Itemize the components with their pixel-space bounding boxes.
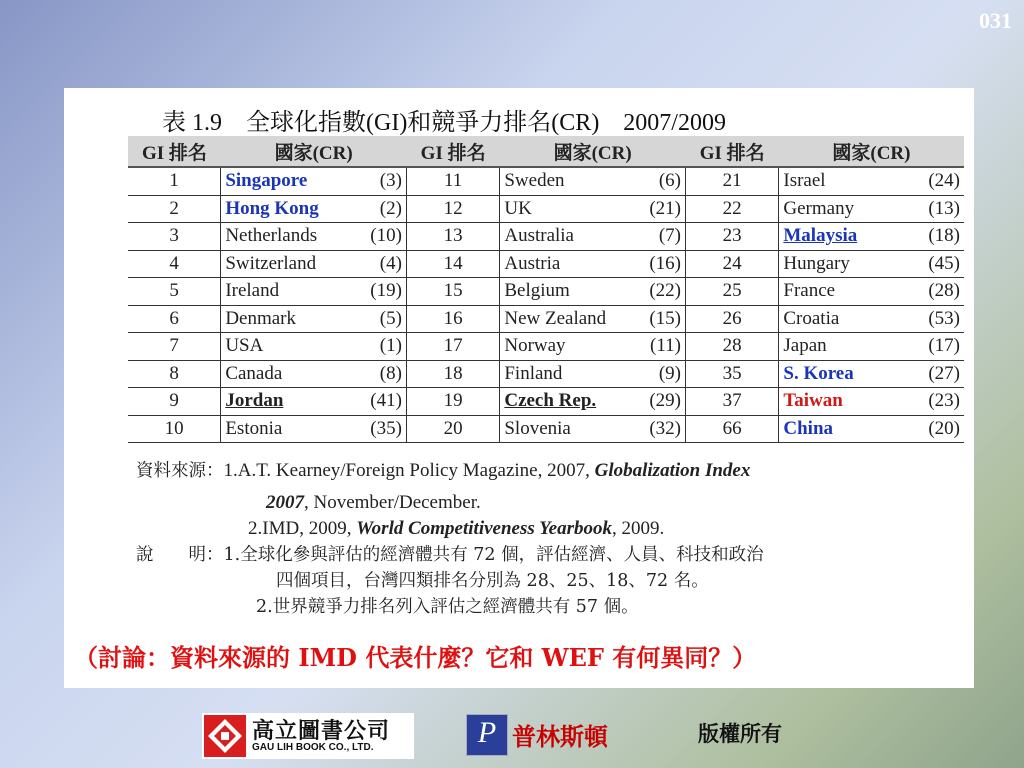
cr-rank: (20): [928, 417, 960, 439]
gi-rank-cell: 22: [685, 195, 778, 223]
country-name: Sweden: [504, 170, 565, 192]
table-row: [128, 333, 964, 361]
country-cell: [779, 195, 964, 223]
gi-rank-cell: 11: [406, 167, 499, 195]
country-name: Hong Kong: [225, 197, 319, 219]
cr-rank: (29): [649, 390, 681, 412]
gi-rank-cell: 18: [406, 360, 499, 388]
country-name: Canada: [225, 362, 283, 384]
gi-rank-cell: 12: [406, 195, 499, 223]
table-row: [128, 223, 964, 251]
table-row: [128, 305, 964, 333]
country-name: Taiwan: [783, 390, 843, 412]
cr-rank: (15): [649, 307, 681, 329]
source-1-title: Globalization Index: [594, 460, 751, 481]
gi-rank-cell: 6: [128, 305, 221, 333]
country-cell: [500, 360, 686, 388]
cr-rank: (3): [379, 170, 402, 192]
country-cell: [500, 167, 686, 195]
source-2-year: , 2009.: [612, 518, 665, 539]
table-row: [128, 278, 964, 306]
cr-rank: (13): [928, 197, 960, 219]
country-name: Croatia: [783, 307, 840, 329]
gi-rank-cell: 19: [406, 388, 499, 416]
gi-rank-cell: 15: [406, 278, 499, 306]
country-cell: [779, 360, 964, 388]
source-label: 資料來源：: [136, 461, 224, 481]
country-cell: [500, 415, 686, 443]
cr-rank: (19): [370, 280, 402, 302]
country-name: Czech Rep.: [504, 390, 597, 412]
country-name: Jordan: [225, 390, 284, 412]
source-1-date: , November/December.: [304, 492, 481, 513]
gi-rank-cell: 66: [685, 415, 778, 443]
gi-rank-cell: 1: [128, 167, 221, 195]
table-row: [128, 167, 964, 195]
gi-rank-cell: 13: [406, 223, 499, 251]
cr-rank: (45): [928, 252, 960, 274]
header-country: 國家(CR): [500, 136, 686, 167]
country-name: Ireland: [225, 280, 280, 302]
country-name: Israel: [783, 170, 826, 192]
source-2-text: 2.IMD, 2009,: [248, 518, 357, 539]
cr-rank: (6): [658, 170, 681, 192]
gi-rank-cell: 7: [128, 333, 221, 361]
country-name: UK: [504, 197, 532, 219]
gi-rank-cell: 23: [685, 223, 778, 251]
gi-cr-table: [128, 136, 964, 443]
cr-rank: (17): [928, 335, 960, 357]
table-header-row: [128, 136, 964, 167]
country-name: Australia: [504, 225, 574, 247]
gi-rank-cell: 2: [128, 195, 221, 223]
table-row: [128, 250, 964, 278]
country-cell: [221, 415, 407, 443]
country-cell: [500, 223, 686, 251]
cr-rank: (41): [370, 390, 402, 412]
country-cell: [500, 305, 686, 333]
country-cell: [221, 250, 407, 278]
country-cell: [221, 360, 407, 388]
country-cell: [779, 250, 964, 278]
table-row: [128, 195, 964, 223]
explain-label: 說 明：: [136, 545, 224, 565]
cr-rank: (21): [649, 197, 681, 219]
cr-rank: (53): [928, 307, 960, 329]
partner-name: 普林斯頓: [512, 722, 608, 751]
gi-rank-cell: 4: [128, 250, 221, 278]
explain-1b: 四個項目，台灣四類排名分別為 28、25、18、72 名。: [276, 571, 709, 591]
cr-rank: (35): [370, 417, 402, 439]
cr-rank: (16): [649, 252, 681, 274]
header-gi-rank: GI 排名: [128, 136, 221, 167]
country-name: Austria: [504, 252, 561, 274]
cr-rank: (9): [658, 362, 681, 384]
country-name: Germany: [783, 197, 855, 219]
country-cell: [779, 333, 964, 361]
explain-2: 2.世界競爭力排名列入評估之經濟體共有 57 個。: [256, 597, 639, 617]
table-row: [128, 360, 964, 388]
publisher-name-en: GAU LIH BOOK CO., LTD.: [252, 742, 374, 753]
country-cell: [500, 388, 686, 416]
cr-rank: (4): [379, 252, 402, 274]
gi-rank-cell: 5: [128, 278, 221, 306]
country-cell: [779, 388, 964, 416]
publisher-logo: [202, 713, 414, 759]
source-1-year: 2007: [266, 492, 304, 513]
country-cell: [500, 333, 686, 361]
gi-rank-cell: 35: [685, 360, 778, 388]
header-country: 國家(CR): [221, 136, 407, 167]
country-name: New Zealand: [504, 307, 607, 329]
source-1-text: 1.A.T. Kearney/Foreign Policy Magazine, 2007,: [223, 460, 595, 481]
country-name: Switzerland: [225, 252, 317, 274]
cr-rank: (18): [928, 225, 960, 247]
publisher-name-cn: 高立圖書公司: [252, 719, 391, 744]
gi-rank-cell: 3: [128, 223, 221, 251]
country-cell: [221, 278, 407, 306]
country-name: Slovenia: [504, 417, 571, 439]
header-country: 國家(CR): [779, 136, 964, 167]
country-name: China: [783, 417, 834, 439]
cr-rank: (11): [650, 335, 681, 357]
country-cell: [779, 223, 964, 251]
country-cell: [500, 250, 686, 278]
country-cell: [221, 195, 407, 223]
country-cell: [500, 195, 686, 223]
country-name: Estonia: [225, 417, 283, 439]
country-name: Malaysia: [783, 225, 858, 247]
cr-rank: (5): [379, 307, 402, 329]
gi-rank-cell: 24: [685, 250, 778, 278]
table-title: 表 1.9 全球化指數(GI)和競爭力排名(CR) 2007/2009: [162, 110, 726, 136]
country-name: Hungary: [783, 252, 850, 274]
cr-rank: (32): [649, 417, 681, 439]
country-name: S. Korea: [783, 362, 854, 384]
country-name: Japan: [783, 335, 827, 357]
cr-rank: (2): [379, 197, 402, 219]
gi-rank-cell: 14: [406, 250, 499, 278]
content-panel: [64, 88, 974, 688]
country-name: Netherlands: [225, 225, 318, 247]
country-name: Belgium: [504, 280, 570, 302]
slide-number: 031: [979, 8, 1012, 33]
cr-rank: (28): [928, 280, 960, 302]
explain-1: 1.全球化參與評估的經濟體共有 72 個，評估經濟、人員、科技和政治: [223, 545, 764, 565]
country-cell: [779, 167, 964, 195]
cr-rank: (27): [928, 362, 960, 384]
country-cell: [500, 278, 686, 306]
gi-rank-cell: 26: [685, 305, 778, 333]
princeton-logo-icon: P: [466, 714, 508, 756]
country-cell: [779, 278, 964, 306]
copyright-text: 版權所有: [698, 721, 782, 746]
country-cell: [221, 167, 407, 195]
header-gi-rank: GI 排名: [406, 136, 499, 167]
gi-rank-cell: 17: [406, 333, 499, 361]
gi-rank-cell: 10: [128, 415, 221, 443]
country-name: USA: [225, 335, 264, 357]
country-cell: [779, 305, 964, 333]
gi-rank-cell: 25: [685, 278, 778, 306]
gi-rank-cell: 9: [128, 388, 221, 416]
country-cell: [221, 333, 407, 361]
country-cell: [221, 305, 407, 333]
country-cell: [779, 415, 964, 443]
gi-rank-cell: 20: [406, 415, 499, 443]
gi-rank-cell: 8: [128, 360, 221, 388]
cr-rank: (22): [649, 280, 681, 302]
publisher-mark-icon: [204, 715, 246, 757]
cr-rank: (10): [370, 225, 402, 247]
country-name: Singapore: [225, 170, 308, 192]
table-row: [128, 415, 964, 443]
gi-rank-cell: 16: [406, 305, 499, 333]
gi-rank-cell: 28: [685, 333, 778, 361]
country-name: Norway: [504, 335, 566, 357]
gi-rank-cell: 37: [685, 388, 778, 416]
country-cell: [221, 223, 407, 251]
country-name: Finland: [504, 362, 563, 384]
country-cell: [221, 388, 407, 416]
header-gi-rank: GI 排名: [685, 136, 778, 167]
country-name: Denmark: [225, 307, 297, 329]
cr-rank: (7): [658, 225, 681, 247]
table-row: [128, 388, 964, 416]
cr-rank: (1): [379, 335, 402, 357]
country-name: France: [783, 280, 836, 302]
discussion-question: （討論：資料來源的 IMD 代表什麼？它和 WEF 有何異同？）: [74, 643, 757, 672]
cr-rank: (8): [379, 362, 402, 384]
cr-rank: (24): [928, 170, 960, 192]
footer: [0, 708, 1024, 758]
gi-rank-cell: 21: [685, 167, 778, 195]
source-2-title: World Competitiveness Yearbook: [356, 518, 612, 539]
cr-rank: (23): [928, 390, 960, 412]
